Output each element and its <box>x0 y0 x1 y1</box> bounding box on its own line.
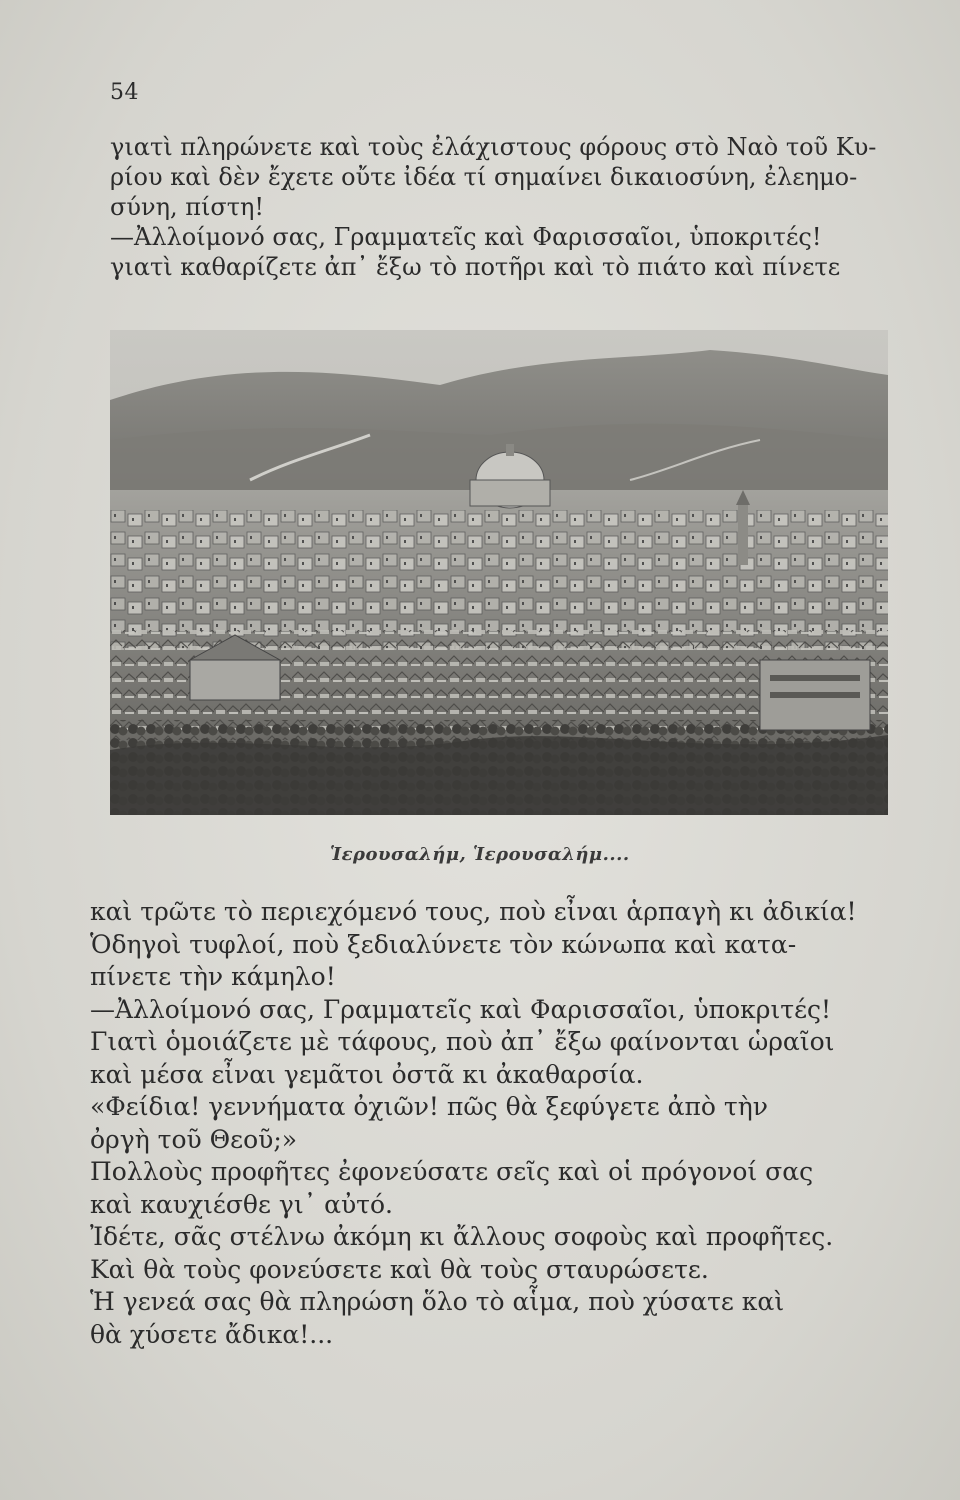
text-line: Ἡ γενεά σας θὰ πληρώση ὅλο τὸ αἷμα, ποὺ χύσατε καὶ <box>90 1287 785 1316</box>
text-line: καὶ μέσα εἶναι γεμᾶτοι ὀστᾶ κι ἀκαθαρσία. <box>90 1059 644 1089</box>
text-line: «Φείδια! γεννήματα ὀχιῶν! πῶς θὰ ξεφύγετε ἀπὸ τὴν <box>90 1092 768 1121</box>
page-number: 54 <box>110 80 139 105</box>
text-line: Καὶ θὰ τοὺς φονεύσετε καὶ θὰ τοὺς σταυρώσετε. <box>90 1254 709 1284</box>
text-line: —Ἀλλοίμονό σας, Γραμματεῖς καὶ Φαρισσαῖοι, ὑποκριτές! <box>90 994 832 1024</box>
photo-illustration <box>110 330 888 815</box>
photo-caption: Ἱερουσαλήμ, Ἱερουσαλήμ.... <box>330 844 630 865</box>
text-line: σύνη, πίστη! <box>110 193 265 221</box>
text-line: Γιατὶ ὁμοιάζετε μὲ τάφους, ποὺ ἀπ᾿ ἔξω φαίνονται ὡραῖοι <box>90 1027 835 1056</box>
text-line: Ἰδέτε, σᾶς στέλνω ἀκόμη κι ἄλλους σοφοὺς καὶ προφῆτες. <box>90 1222 834 1251</box>
text-line: ὀργὴ τοῦ Θεοῦ;» <box>90 1124 298 1154</box>
text-line: θὰ χύσετε ἄδικα!... <box>90 1319 334 1349</box>
jerusalem-photo <box>110 330 888 815</box>
text-line: γιατὶ πληρώνετε καὶ τοὺς ἐλάχιστους φόρους στὸ Ναὸ τοῦ Κυ- <box>110 133 877 161</box>
top-paragraph <box>110 132 910 282</box>
text-line: γιατὶ καθαρίζετε ἀπ᾿ ἔξω τὸ ποτῆρι καὶ τὸ πιάτο καὶ πίνετε <box>110 253 841 281</box>
text-line: ρίου καὶ δὲν ἔχετε οὔτε ἰδέα τί σημαίνει δικαιοσύνη, ἐλεημο- <box>110 163 858 191</box>
text-line: Ὁδηγοὶ τυφλοί, ποὺ ξεδιαλύνετε τὸν κώνωπα καὶ κατα- <box>90 929 797 959</box>
text-line: —Ἀλλοίμονό σας, Γραμματεῖς καὶ Φαρισσαῖοι, ὑποκριτές! <box>110 223 822 251</box>
text-line: πίνετε τὴν κάμηλο! <box>90 962 336 991</box>
bottom-paragraph <box>90 896 910 1351</box>
text-line: καὶ τρῶτε τὸ περιεχόμενό τους, ποὺ εἶναι ἁρπαγὴ κι ἀδικία! <box>90 897 857 926</box>
text-line: καὶ καυχιέσθε γι᾿ αὐτό. <box>90 1189 393 1219</box>
text-line: Πολλοὺς προφῆτες ἐφονεύσατε σεῖς καὶ οἱ πρόγονοί σας <box>90 1157 814 1186</box>
